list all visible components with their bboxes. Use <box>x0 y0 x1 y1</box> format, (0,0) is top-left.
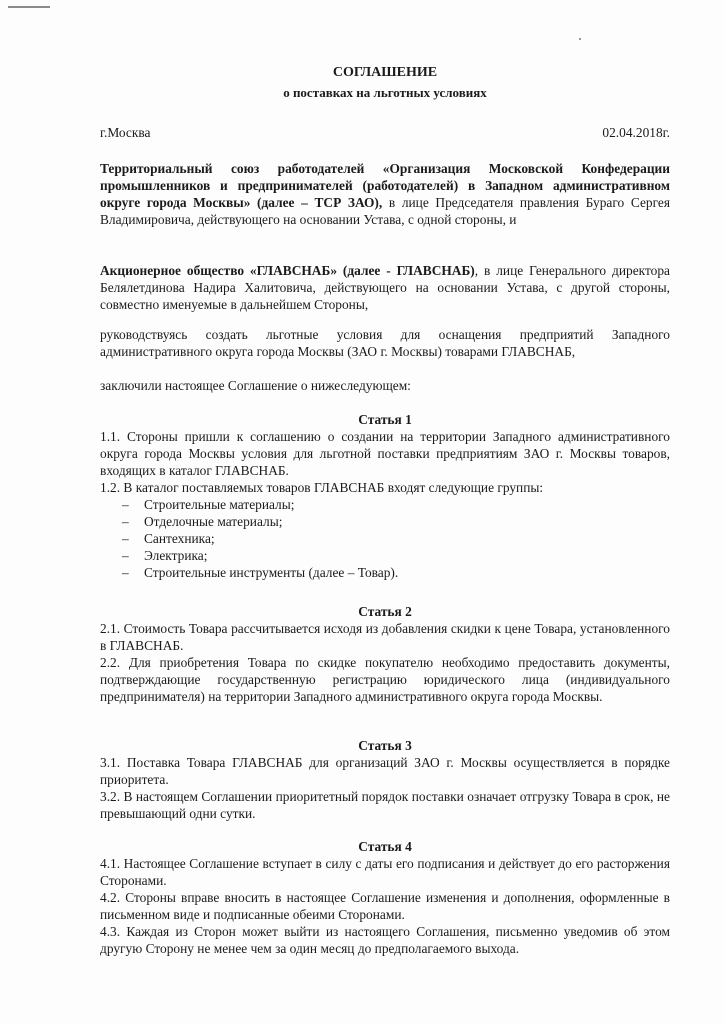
article-3-clause-2: 3.2. В настоящем Соглашении приоритетный порядок поставки означает отгрузку Товара в срок, не превышающий одни сутки. <box>100 789 670 821</box>
article-4-heading: Статья 4 <box>358 839 412 854</box>
scan-dot <box>579 38 581 40</box>
list-item: – Строительные материалы; <box>122 497 295 512</box>
article-4-clause-3: 4.3. Каждая из Сторон может выйти из настоящего Соглашения, письменно уведомив об этом другую Сторону не менее чем за один месяц до предполагаемого выхода. <box>100 924 670 956</box>
article-2-clause-1: 2.1. Стоимость Товара рассчитывается исходя из добавления скидки к цене Товара, установленного в ГЛАВСНАБ. <box>100 621 670 653</box>
list-item: – Отделочные материалы; <box>122 514 283 529</box>
party-2-text: , в лице Генерального директора Белялетдинова Надира Халитовича, действующего на основании Устава, с другой стороны, совместно именуемые в дальнейшем Стороны, <box>100 263 670 312</box>
document-city: г.Москва <box>100 125 151 140</box>
list-item: – Сантехника; <box>122 531 215 546</box>
article-3-heading: Статья 3 <box>358 738 412 753</box>
party-1-name: Территориальный союз работодателей «Организация Московской Конфедерации промышленников и предпринимателей (работодателей) в Западном административном округе города Москвы» (далее – ТСР ЗАО), <box>100 161 670 210</box>
article-4-clause-1: 4.1. Настоящее Соглашение вступает в силу с даты его подписания и действует до его расторжения Сторонами. <box>100 856 670 888</box>
article-4-clause-2: 4.2. Стороны вправе вносить в настоящее Соглашение изменения и дополнения, оформленные в письменном виде и подписанные обеими Сторонами. <box>100 890 670 922</box>
concluded-paragraph: заключили настоящее Соглашение о нижеследующем: <box>100 378 411 393</box>
article-1-clause-2: 1.2. В каталог поставляемых товаров ГЛАВСНАБ входят следующие группы: <box>100 480 544 495</box>
document-title: СОГЛАШЕНИЕ <box>332 65 438 80</box>
scan-mark <box>8 6 50 8</box>
party-1-text: в лице Председателя правления Бураго Сергея Владимировича, действующего на основании Устава, с одной стороны, и <box>100 195 670 227</box>
party-1-paragraph <box>100 160 670 228</box>
article-2-heading: Статья 2 <box>358 604 412 619</box>
article-3-clause-1: 3.1. Поставка Товара ГЛАВСНАБ для организаций ЗАО г. Москвы осуществляется в порядке приоритета. <box>100 755 670 787</box>
purpose-paragraph: руководствуясь создать льготные условия для оснащения предприятий Западного административного округа города Москвы (ЗАО г. Москвы) товарами ГЛАВСНАБ, <box>100 327 670 359</box>
document-subtitle: о поставках на льготных условиях <box>283 85 487 100</box>
article-1-clause-1: 1.1. Стороны пришли к соглашению о создании на территории Западного административного округа города Москвы условия для льготной поставки предприятиям ЗАО г. Москвы товаров, входящих в каталог ГЛАВСНАБ. <box>100 429 670 478</box>
list-item: – Электрика; <box>122 548 208 563</box>
product-group-list <box>122 496 398 581</box>
party-2-name: Акционерное общество «ГЛАВСНАБ» (далее - ГЛАВСНАБ) <box>100 263 475 278</box>
article-1-heading: Статья 1 <box>358 412 412 427</box>
article-2-clause-2: 2.2. Для приобретения Товара по скидке покупателю необходимо предоставить документы, подтверждающие государственную регистрацию юридического лица (индивидуального предпринимателя) на территории Западного административного округа города Москвы. <box>100 655 670 704</box>
document-date: 02.04.2018г. <box>602 125 670 140</box>
party-2-paragraph <box>100 262 670 313</box>
list-item: – Строительные инструменты (далее – Товар). <box>122 565 399 580</box>
